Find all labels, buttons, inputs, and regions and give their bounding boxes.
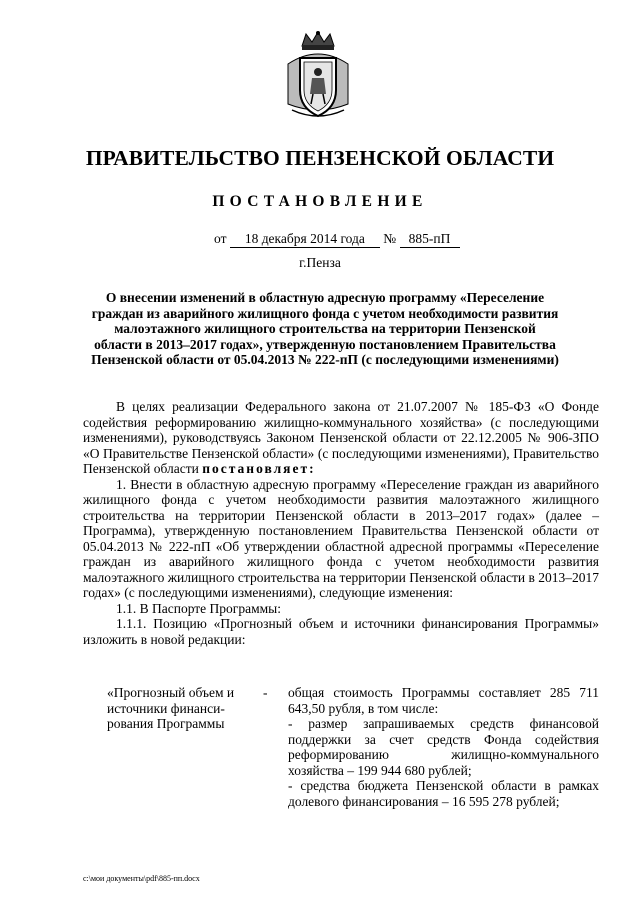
item-1: 1. Внести в областную адресную программу «Переселение граждан из аварийного жилищного фонда с учетом необходимости развития малоэтажного жилищного строительства на территории Пензенской области в 2013–2017 годах» (далее – Программа), утвержденную постановлением Правительства Пензенской области от 05.04.2013 № 222-пП «Об утверждении областной адресной программы «Переселение граждан из аварийного жилищного фонда с учетом необходимости развития малоэтажного жилищного строительства на территории Пензенской области в 2013–2017 годах» (с последующими изменениями), следующие изменения: xyxy=(83,476,599,600)
passport-dash: - xyxy=(263,685,268,700)
document-body xyxy=(83,399,599,647)
passport-line: общая стоимость Программы составляет 285 711 643,50 рубля, в том числе: xyxy=(288,685,599,716)
date-prefix: от xyxy=(214,231,227,246)
passport-label: «Прогнозный объем и источники финанси-рования Программы xyxy=(107,685,235,731)
passport-line: - размер запрашиваемых средств финансовой поддержки за счет средств Фонда содействия реформированию жилищно-коммунального хозяйства – 199 944 680 рублей; xyxy=(288,716,599,778)
intro-paragraph xyxy=(83,399,599,477)
passport-line: - средства бюджета Пензенской области в рамках долевого финансирования – 16 595 278 рублей; xyxy=(288,778,599,809)
coat-of-arms-emblem xyxy=(282,30,354,122)
number-prefix: № xyxy=(383,231,397,246)
document-type: ПОСТАНОВЛЕНИЕ xyxy=(212,193,428,210)
item-1-1-1: 1.1.1. Позицию «Прогнозный объем и источники финансирования Программы» изложить в новой редакции: xyxy=(83,616,599,647)
document-number: 885-пП xyxy=(400,231,460,248)
government-name: ПРАВИТЕЛЬСТВО ПЕНЗЕНСКОЙ ОБЛАСТИ xyxy=(85,146,555,170)
date-number-line xyxy=(214,231,460,248)
document-subject: О внесении изменений в областную адресную программу «Переселение граждан из аварийного жилищного фонда с учетом необходимости развития малоэтажного жилищного строительства на территории Пензенской области в 2013–2017 годах», утвержденную постановлением Правительства Пензенской области от 05.04.2013 № 222-пП (с последующими изменениями) xyxy=(91,290,559,367)
intro-text: В целях реализации Федерального закона от 21.07.2007 № 185-ФЗ «О Фонде содействия реформированию жилищно-коммунального хозяйства» (с последующими изменениями), руководствуясь Законом Пензенской области от 22.12.2005 № 906-ЗПО «О Правительстве Пензенской области» (с последующими изменениями), Правительство Пензенской области xyxy=(83,399,599,476)
decree-word: постановляет: xyxy=(202,461,316,476)
file-path-footer: c:\мои документы\pdf\885-пп.docx xyxy=(83,874,200,883)
document-date: 18 декабря 2014 года xyxy=(230,231,380,248)
city: г.Пенза xyxy=(299,255,341,270)
passport-value xyxy=(288,685,599,809)
item-1-1: 1.1. В Паспорте Программы: xyxy=(116,600,281,616)
